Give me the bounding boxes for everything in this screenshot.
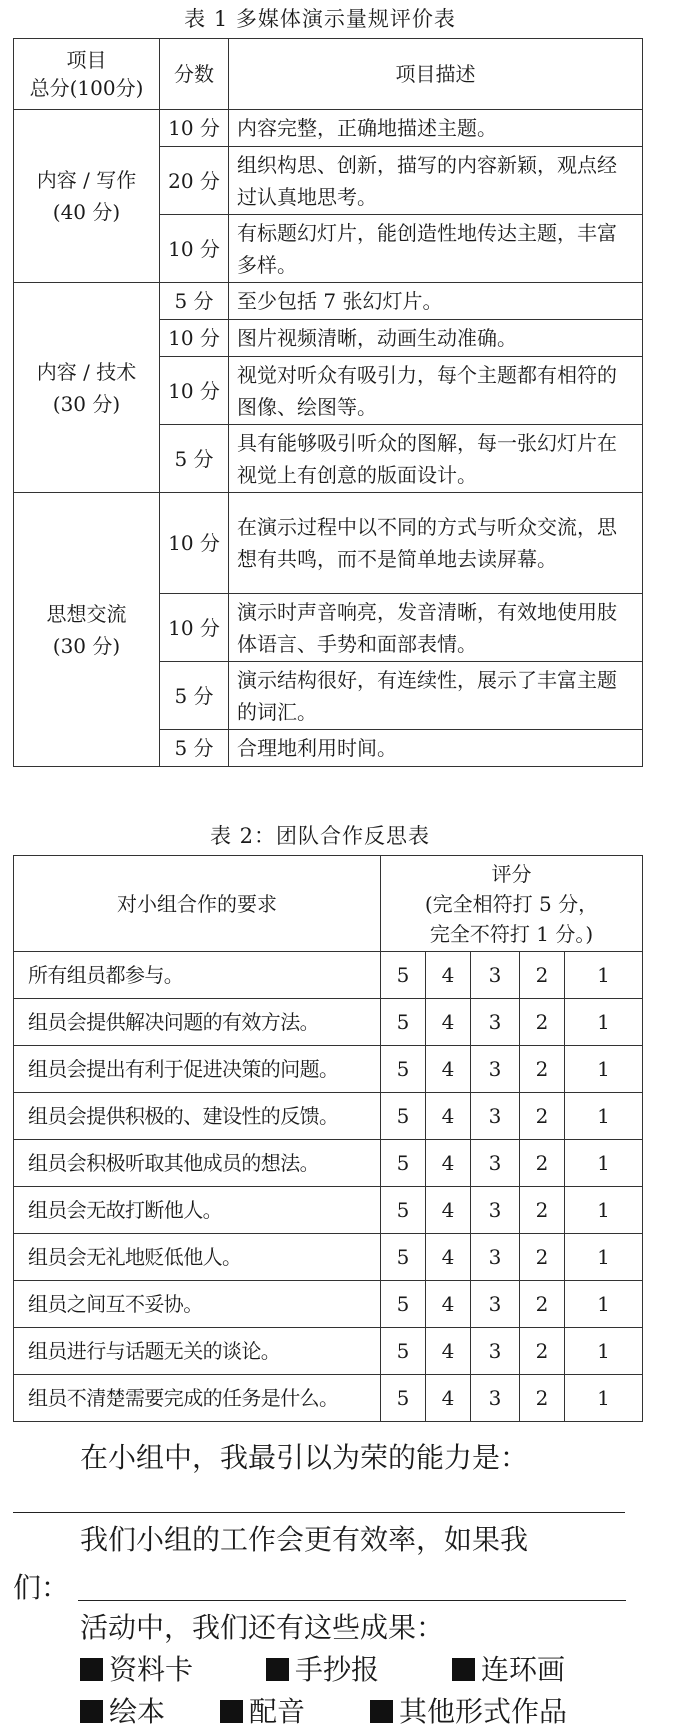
requirement-text: 组员会提供积极的、建设性的反馈。 — [14, 1093, 381, 1140]
rubric-category: 内容 / 技术 (30 分) — [14, 283, 160, 493]
reflection-row — [14, 1046, 643, 1093]
score-option-4[interactable]: 4 — [426, 999, 471, 1046]
header-rating: 评分 (完全相符打 5 分， 完全不符打 1 分。) — [381, 856, 643, 952]
outcome-options-row-2 — [80, 1690, 567, 1730]
rubric-category: 内容 / 写作 (40 分) — [14, 110, 160, 283]
score-option-1[interactable]: 1 — [565, 1281, 643, 1328]
score-option-4[interactable]: 4 — [426, 1375, 471, 1422]
header-requirement: 对小组合作的要求 — [14, 856, 381, 952]
reflection-row — [14, 1328, 643, 1375]
requirement-text: 组员之间互不妥协。 — [14, 1281, 381, 1328]
rubric-description: 组织构思、创新，描写的内容新颖，观点经过认真地思考。 — [229, 147, 643, 215]
table1-caption: 表 1 多媒体演示量规评价表 — [184, 7, 456, 31]
question-efficiency: 我们小组的工作会更有效率，如果我 — [80, 1523, 529, 1556]
score-option-2[interactable]: 2 — [520, 999, 565, 1046]
header-item: 项目 总分(100分) — [14, 39, 160, 110]
filled-square-icon — [80, 1658, 103, 1681]
score-option-4[interactable]: 4 — [426, 1093, 471, 1140]
filled-square-icon — [452, 1658, 475, 1681]
option-picture-book[interactable]: 绘本 — [80, 1690, 220, 1730]
option-comic-strip[interactable]: 连环画 — [452, 1648, 565, 1688]
rubric-description: 内容完整，正确地描述主题。 — [229, 110, 643, 147]
score-option-3[interactable]: 3 — [471, 1375, 520, 1422]
score-option-1[interactable]: 1 — [565, 1140, 643, 1187]
score-option-2[interactable]: 2 — [520, 1187, 565, 1234]
rubric-row — [14, 110, 643, 147]
requirement-text: 组员进行与话题无关的谈论。 — [14, 1328, 381, 1375]
requirement-text: 组员会提供解决问题的有效方法。 — [14, 999, 381, 1046]
score-option-3[interactable]: 3 — [471, 1281, 520, 1328]
rubric-score: 5 分 — [160, 283, 229, 320]
score-option-1[interactable]: 1 — [565, 1375, 643, 1422]
rubric-description: 在演示过程中以不同的方式与听众交流，思想有共鸣，而不是简单地去读屏幕。 — [229, 493, 643, 594]
rubric-score: 5 分 — [160, 662, 229, 730]
option-resource-card[interactable]: 资料卡 — [80, 1648, 266, 1688]
score-option-5[interactable]: 5 — [381, 1187, 426, 1234]
rubric-row — [14, 493, 643, 594]
rubric-row — [14, 283, 643, 320]
reflection-row — [14, 952, 643, 999]
question-proud-ability: 在小组中，我最引以为荣的能力是： — [80, 1441, 529, 1474]
reflection-row — [14, 1375, 643, 1422]
requirement-text: 组员不清楚需要完成的任务是什么。 — [14, 1375, 381, 1422]
score-option-5[interactable]: 5 — [381, 952, 426, 999]
rubric-description: 演示结构很好，有连续性，展示了丰富主题的词汇。 — [229, 662, 643, 730]
requirement-text: 所有组员都参与。 — [14, 952, 381, 999]
reflection-row — [14, 1140, 643, 1187]
rubric-score: 10 分 — [160, 320, 229, 357]
score-option-5[interactable]: 5 — [381, 1140, 426, 1187]
requirement-text: 组员会积极听取其他成员的想法。 — [14, 1140, 381, 1187]
outcome-options-row-1 — [80, 1648, 565, 1688]
requirement-text: 组员会无礼地贬低他人。 — [14, 1234, 381, 1281]
rubric-score: 5 分 — [160, 425, 229, 493]
rubric-description: 视觉对听众有吸引力，每个主题都有相符的图像、绘图等。 — [229, 357, 643, 425]
score-option-2[interactable]: 2 — [520, 1375, 565, 1422]
score-option-3[interactable]: 3 — [471, 999, 520, 1046]
rubric-description: 至少包括 7 张幻灯片。 — [229, 283, 643, 320]
score-option-4[interactable]: 4 — [426, 1234, 471, 1281]
score-option-3[interactable]: 3 — [471, 1046, 520, 1093]
presentation-rubric-table — [13, 38, 643, 767]
answer-line-2[interactable] — [78, 1600, 626, 1601]
score-option-4[interactable]: 4 — [426, 1281, 471, 1328]
score-option-4[interactable]: 4 — [426, 1328, 471, 1375]
question-outcomes: 活动中，我们还有这些成果： — [80, 1611, 445, 1644]
reflection-row — [14, 999, 643, 1046]
score-option-5[interactable]: 5 — [381, 1281, 426, 1328]
score-option-1[interactable]: 1 — [565, 1093, 643, 1140]
reflection-row — [14, 1093, 643, 1140]
filled-square-icon — [266, 1658, 289, 1681]
score-option-5[interactable]: 5 — [381, 1375, 426, 1422]
score-option-5[interactable]: 5 — [381, 999, 426, 1046]
filled-square-icon — [220, 1700, 243, 1723]
score-option-2[interactable]: 2 — [520, 1234, 565, 1281]
score-option-4[interactable]: 4 — [426, 1187, 471, 1234]
header-desc: 项目描述 — [229, 39, 643, 110]
question-efficiency-cont: 们： — [13, 1571, 70, 1604]
score-option-3[interactable]: 3 — [471, 1093, 520, 1140]
score-option-2[interactable]: 2 — [520, 952, 565, 999]
score-option-5[interactable]: 5 — [381, 1046, 426, 1093]
score-option-1[interactable]: 1 — [565, 1187, 643, 1234]
score-option-5[interactable]: 5 — [381, 1093, 426, 1140]
option-handwritten-newspaper[interactable]: 手抄报 — [266, 1648, 452, 1688]
score-option-5[interactable]: 5 — [381, 1234, 426, 1281]
filled-square-icon — [80, 1700, 103, 1723]
score-option-3[interactable]: 3 — [471, 952, 520, 999]
rubric-description: 合理地利用时间。 — [229, 730, 643, 767]
reflection-row — [14, 1281, 643, 1328]
rubric-description: 演示时声音响亮，发音清晰，有效地使用肢体语言、手势和面部表情。 — [229, 594, 643, 662]
score-option-4[interactable]: 4 — [426, 952, 471, 999]
score-option-1[interactable]: 1 — [565, 1328, 643, 1375]
score-option-4[interactable]: 4 — [426, 1140, 471, 1187]
rubric-score: 20 分 — [160, 147, 229, 215]
score-option-3[interactable]: 3 — [471, 1328, 520, 1375]
score-option-1[interactable]: 1 — [565, 999, 643, 1046]
option-dubbing[interactable]: 配音 — [220, 1690, 370, 1730]
score-option-2[interactable]: 2 — [520, 1328, 565, 1375]
rubric-score: 10 分 — [160, 110, 229, 147]
score-option-1[interactable]: 1 — [565, 1046, 643, 1093]
score-option-2[interactable]: 2 — [520, 1281, 565, 1328]
score-option-3[interactable]: 3 — [471, 1187, 520, 1234]
rubric-score: 5 分 — [160, 730, 229, 767]
reflection-row — [14, 1234, 643, 1281]
rubric-description: 具有能够吸引听众的图解，每一张幻灯片在视觉上有创意的版面设计。 — [229, 425, 643, 493]
answer-line-1[interactable] — [13, 1512, 625, 1513]
rubric-score: 10 分 — [160, 493, 229, 594]
score-option-2[interactable]: 2 — [520, 1046, 565, 1093]
score-option-5[interactable]: 5 — [381, 1328, 426, 1375]
score-option-4[interactable]: 4 — [426, 1046, 471, 1093]
rubric-description: 图片视频清晰，动画生动准确。 — [229, 320, 643, 357]
filled-square-icon — [370, 1700, 393, 1723]
score-option-2[interactable]: 2 — [520, 1140, 565, 1187]
score-option-1[interactable]: 1 — [565, 1234, 643, 1281]
score-option-3[interactable]: 3 — [471, 1234, 520, 1281]
option-other-works[interactable]: 其他形式作品 — [370, 1690, 567, 1730]
rubric-category: 思想交流 (30 分) — [14, 493, 160, 767]
table2-caption: 表 2：团队合作反思表 — [209, 824, 431, 848]
rubric-score: 10 分 — [160, 594, 229, 662]
score-option-1[interactable]: 1 — [565, 952, 643, 999]
rubric-score: 10 分 — [160, 357, 229, 425]
requirement-text: 组员会无故打断他人。 — [14, 1187, 381, 1234]
reflection-row — [14, 1187, 643, 1234]
teamwork-reflection-table — [13, 855, 643, 1422]
rubric-score: 10 分 — [160, 215, 229, 283]
requirement-text: 组员会提出有利于促进决策的问题。 — [14, 1046, 381, 1093]
rubric-description: 有标题幻灯片，能创造性地传达主题，丰富多样。 — [229, 215, 643, 283]
score-option-2[interactable]: 2 — [520, 1093, 565, 1140]
score-option-3[interactable]: 3 — [471, 1140, 520, 1187]
header-score: 分数 — [160, 39, 229, 110]
